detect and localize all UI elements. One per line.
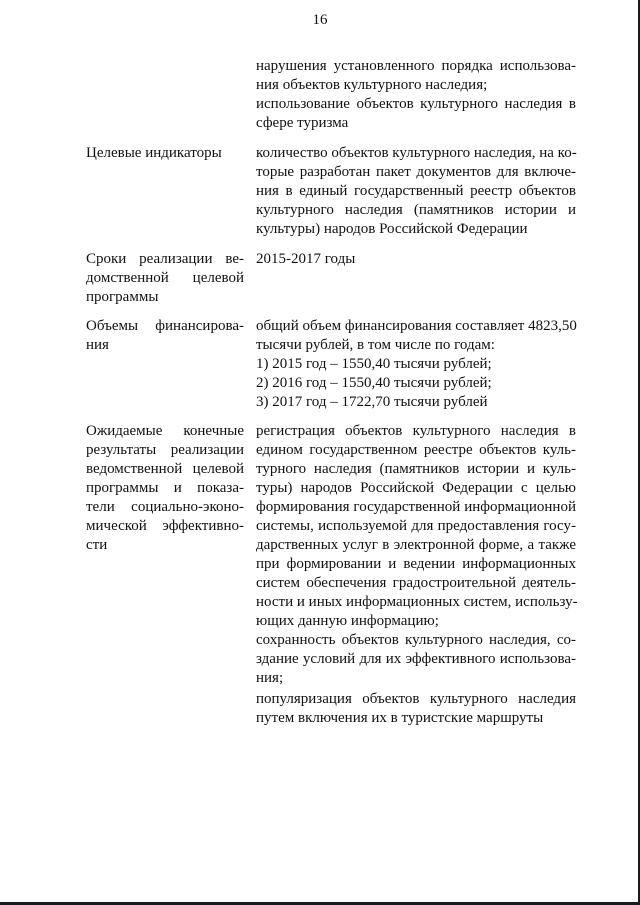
value-line: сохранность объектов культурного наследия, со- — [256, 632, 576, 648]
value-line: едином государственном реестре объектов куль- — [256, 442, 576, 458]
value-line: дарственных услуг в электронной форме, а также — [256, 537, 576, 553]
value-line: культурного наследия (памятников истории и — [256, 202, 576, 218]
value-line: ния в единый государственный реестр объектов — [256, 183, 576, 199]
value-line: при формировании и ведении информационных — [256, 556, 576, 572]
value-line: 1) 2015 год – 1550,40 тысячи рублей; — [256, 356, 492, 372]
value-line: системы, используемой для предоставления госу- — [256, 518, 576, 534]
label-expected-results: мической эффективно- — [86, 518, 244, 534]
value-line: туры) народов Российской Федерации с целью — [256, 480, 576, 496]
page-number: 16 — [312, 12, 328, 28]
value-line: ющих данную информацию; — [256, 613, 439, 629]
value-line: культуры) народов Российской Федерации — [256, 221, 528, 237]
intro-line: использование объектов культурного наследия в — [256, 96, 576, 112]
value-line: турного наследия (памятников истории и куль- — [256, 461, 576, 477]
label-period: Сроки реализации ве- — [86, 251, 244, 267]
label-expected-results: сти — [86, 537, 108, 553]
value-line: ности и иных информационных систем, использу- — [256, 594, 578, 610]
value-line: путем включения их в туристские маршруты — [256, 710, 544, 726]
value-line: формирования государственной информационной — [256, 499, 576, 515]
label-target-indicators: Целевые индикаторы — [86, 145, 222, 161]
value-line: ния; — [256, 670, 284, 686]
value-line: количество объектов культурного наследия, на ко- — [256, 145, 577, 161]
intro-line: сфере туризма — [256, 115, 349, 131]
intro-line: нарушения установленного порядка использова- — [256, 58, 576, 74]
value-line: торые разработан пакет документов для включе- — [256, 164, 576, 180]
value-line: 2) 2016 год – 1550,40 тысячи рублей; — [256, 375, 492, 391]
value-line: здание условий для их эффективного использова- — [256, 651, 576, 667]
label-period: домственной целевой — [86, 270, 244, 286]
label-period: программы — [86, 289, 159, 305]
label-expected-results: программы и показа- — [86, 480, 244, 496]
value-line: регистрация объектов культурного наследия в — [256, 423, 576, 439]
value-line: 3) 2017 год – 1722,70 тысячи рублей — [256, 394, 488, 410]
label-financing: ния — [86, 337, 109, 353]
label-expected-results: результаты реализации — [86, 442, 244, 458]
label-financing: Объемы финансирова- — [86, 318, 244, 334]
value-line: 2015-2017 годы — [256, 251, 356, 267]
value-line: тысячи рублей, в том числе по годам: — [256, 337, 495, 353]
intro-line: ния объектов культурного наследия; — [256, 77, 488, 93]
label-expected-results: ведомственной целевой — [86, 461, 244, 477]
value-line: общий объем финансирования составляет 4823,50 — [256, 318, 577, 334]
value-line: популяризация объектов культурного наследия — [256, 691, 576, 707]
value-line: систем обеспечения градостроительной деятель- — [256, 575, 576, 591]
label-expected-results: тели социально-эконо- — [86, 499, 244, 515]
label-expected-results: Ожидаемые конечные — [86, 423, 244, 439]
